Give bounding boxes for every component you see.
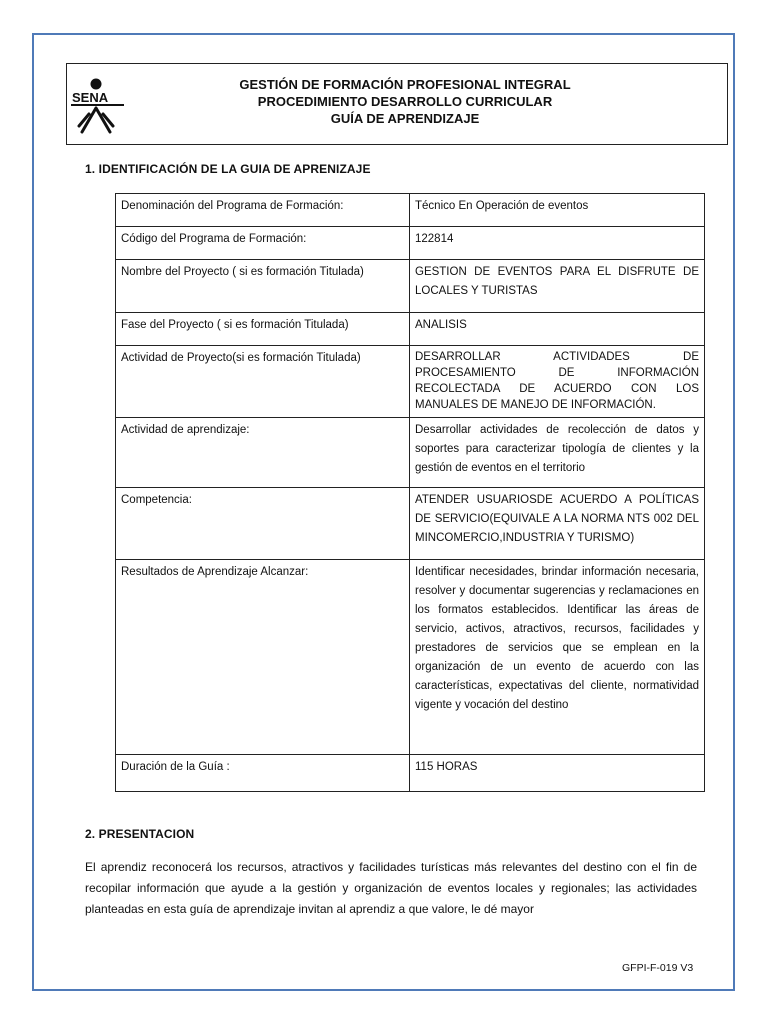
table-row — [116, 260, 705, 313]
row-label: Actividad de Proyecto(si es formación Titulada) — [116, 346, 410, 418]
section-1-title: 1. IDENTIFICACIÓN DE LA GUIA DE APRENIZAJE — [85, 162, 371, 176]
row-value: 122814 — [410, 227, 705, 260]
row-label: Resultados de Aprendizaje Alcanzar: — [116, 560, 410, 755]
identification-table — [115, 193, 705, 792]
table-row — [116, 346, 705, 418]
table-row — [116, 418, 705, 488]
logo-text: SENA — [72, 90, 109, 105]
table-row — [116, 227, 705, 260]
row-value: GESTION DE EVENTOS PARA EL DISFRUTE DE LOCALES Y TURISTAS — [410, 260, 705, 313]
row-value: ATENDER USUARIOSDE ACUERDO A POLÍTICAS DE SERVICIO(EQUIVALE A LA NORMA NTS 002 DEL MINCOMERCIO,INDUSTRIA Y TURISMO) — [410, 488, 705, 560]
row-value: Técnico En Operación de eventos — [410, 194, 705, 227]
row-label: Nombre del Proyecto ( si es formación Titulada) — [116, 260, 410, 313]
row-label: Competencia: — [116, 488, 410, 560]
table-row — [116, 560, 705, 755]
row-value: Desarrollar actividades de recolección de datos y soportes para caracterizar tipología de clientes y la gestión de eventos en el territorio — [410, 418, 705, 488]
row-value: Identificar necesidades, brindar información necesaria, resolver y documentar sugerencias y reclamaciones en los formatos establecidos. Identificar las áreas de servicio, activos, atractivos, recursos, facilidades y prestadores de servicios que se emplean en la organización de un evento de acuerdo con las características, expectativas del cliente, normatividad vigente y vocación del destino — [410, 560, 705, 755]
table-row — [116, 755, 705, 792]
row-label: Fase del Proyecto ( si es formación Titulada) — [116, 313, 410, 346]
sena-logo — [70, 76, 126, 136]
presentation-text: El aprendiz reconocerá los recursos, atractivos y facilidades turísticas más relevantes del destino con el fin de recopilar información que ayude a la gestión y organización de eventos locales y regionales; las actividades planteadas en esta guía de aprendizaje invitan al aprendiz a que valore, le dé mayor — [85, 860, 697, 916]
row-value: ANALISIS — [410, 313, 705, 346]
header-titles — [160, 76, 650, 127]
row-value: DESARROLLAR ACTIVIDADES DE PROCESAMIENTO DE INFORMACIÓN RECOLECTADA DE ACUERDO CON LOS MANUALES DE MANEJO DE INFORMACIÓN. — [410, 346, 705, 418]
header-title-3: GUÍA DE APRENDIZAJE — [330, 111, 480, 126]
table-row — [116, 313, 705, 346]
row-value: 115 HORAS — [410, 755, 705, 792]
header-title-1: GESTIÓN DE FORMACIÓN PROFESIONAL INTEGRAL — [239, 77, 571, 92]
table-row — [116, 488, 705, 560]
form-code: GFPI-F-019 V3 — [622, 962, 694, 974]
row-label: Código del Programa de Formación: — [116, 227, 410, 260]
row-label: Denominación del Programa de Formación: — [116, 194, 410, 227]
section-2-title: 2. PRESENTACION — [85, 827, 195, 841]
row-label: Duración de la Guía : — [116, 755, 410, 792]
header-title-2: PROCEDIMIENTO DESARROLLO CURRICULAR — [257, 94, 553, 109]
row-label: Actividad de aprendizaje: — [116, 418, 410, 488]
table-row — [116, 194, 705, 227]
